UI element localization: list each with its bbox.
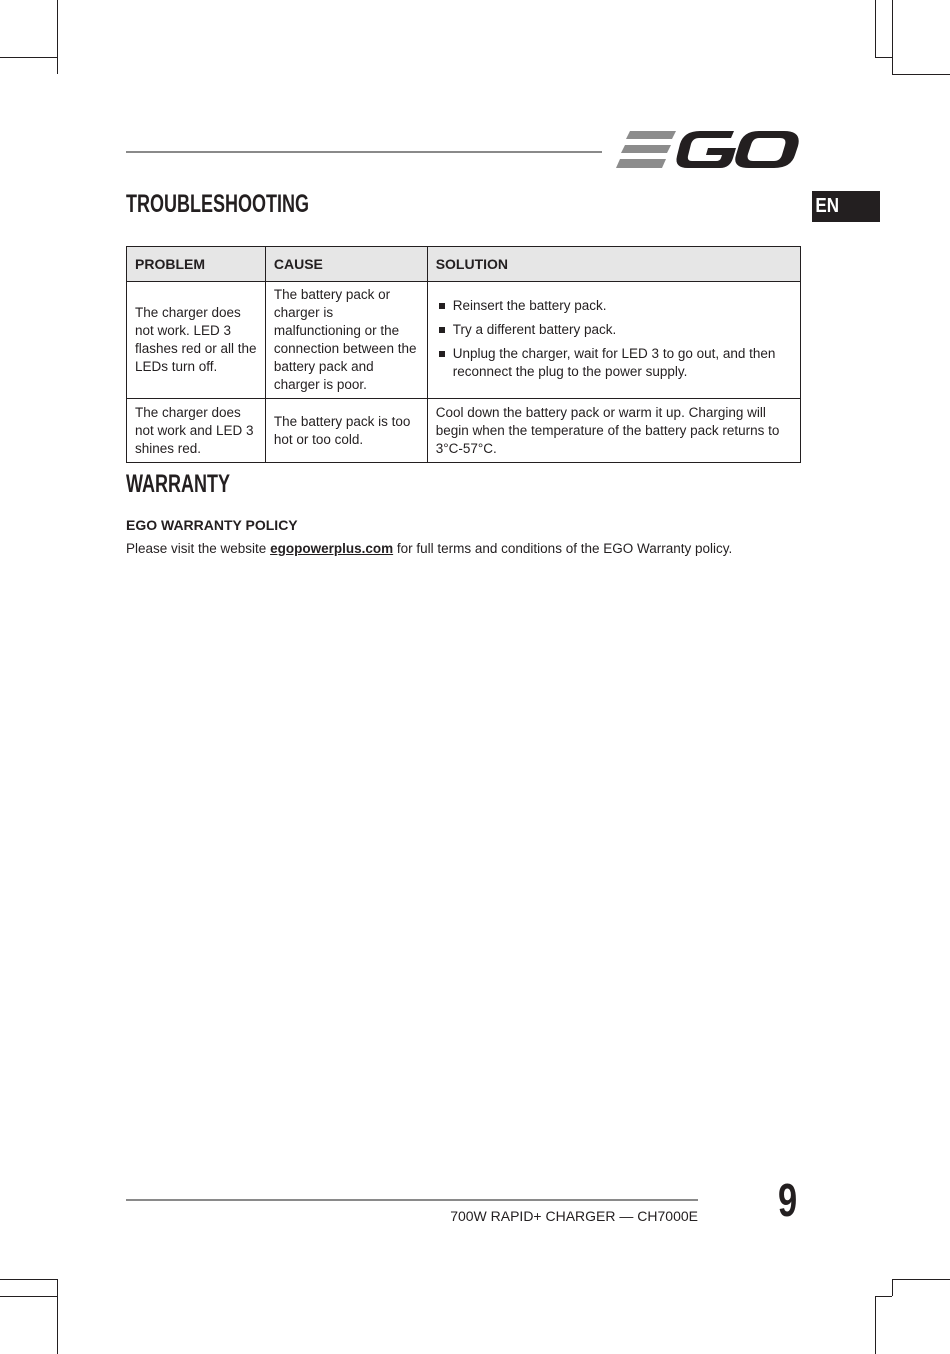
crop-mark xyxy=(875,0,876,57)
page-number: 9 xyxy=(778,1174,798,1226)
problem-cell: The charger does not work. LED 3 flashes red or all the LEDs turn off. xyxy=(127,282,266,399)
crop-mark xyxy=(892,74,950,75)
crop-mark xyxy=(57,1279,58,1354)
header-solution: SOLUTION xyxy=(427,247,800,282)
crop-mark xyxy=(892,1279,893,1296)
footer-rule xyxy=(126,1199,698,1201)
ego-logo xyxy=(616,128,802,172)
table-row xyxy=(127,282,801,399)
crop-mark xyxy=(875,1296,892,1297)
table-header-row xyxy=(127,247,801,282)
solution-item: Try a different battery pack. xyxy=(436,321,792,339)
footer-product-name: 700W RAPID+ CHARGER — CH7000E xyxy=(450,1208,698,1224)
crop-mark xyxy=(57,0,58,74)
problem-cell: The charger does not work and LED 3 shines red. xyxy=(127,399,266,463)
warranty-policy-heading: EGO WARRANTY POLICY xyxy=(126,517,298,533)
policy-text-start: Please visit the website xyxy=(126,541,271,556)
solution-cell xyxy=(427,282,800,399)
header-problem: PROBLEM xyxy=(127,247,266,282)
troubleshooting-title: TROUBLESHOOTING xyxy=(126,190,310,218)
troubleshooting-table xyxy=(126,246,801,463)
header-rule xyxy=(126,151,602,153)
crop-mark xyxy=(875,57,892,58)
solution-item: Reinsert the battery pack. xyxy=(436,297,792,315)
website-link[interactable]: egopowerplus.com xyxy=(270,541,394,556)
crop-mark xyxy=(0,1296,57,1297)
warranty-title: WARRANTY xyxy=(126,470,230,498)
crop-mark xyxy=(892,1279,950,1280)
language-tab: EN xyxy=(812,191,880,222)
solution-item: Unplug the charger, wait for LED 3 to go out, and then reconnect the plug to the power supply. xyxy=(436,345,792,381)
cause-cell: The battery pack or charger is malfunctioning or the connection between the battery pack and charger is poor. xyxy=(265,282,427,399)
solution-list xyxy=(436,297,792,381)
table-row xyxy=(127,399,801,463)
warranty-policy-text xyxy=(126,541,732,556)
crop-mark xyxy=(892,0,893,74)
solution-cell: Cool down the battery pack or warm it up. Charging will begin when the temperature of the battery pack returns to 3°C-57°C. xyxy=(427,399,800,463)
header-cause: CAUSE xyxy=(265,247,427,282)
cause-cell: The battery pack is too hot or too cold. xyxy=(265,399,427,463)
crop-mark xyxy=(875,1296,876,1354)
crop-mark xyxy=(0,57,57,58)
policy-text-end: for full terms and conditions of the EGO Warranty policy. xyxy=(393,541,733,556)
crop-mark xyxy=(0,1279,57,1280)
